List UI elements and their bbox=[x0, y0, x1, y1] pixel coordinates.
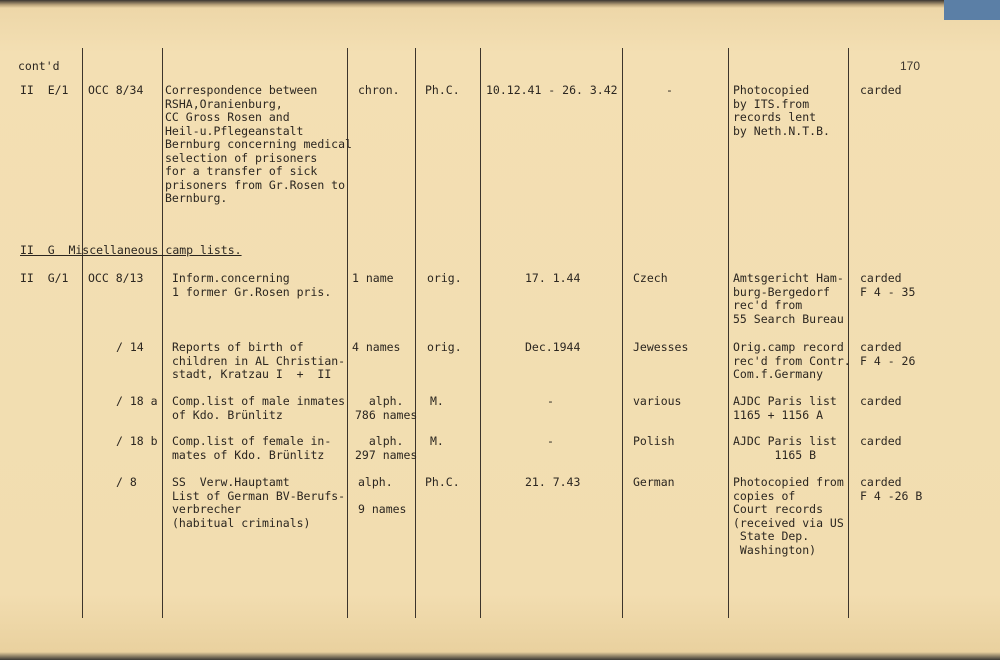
row-source: Orig.camp record rec'd from Contr. Com.f.Germany bbox=[733, 340, 851, 381]
row-carded: carded bbox=[860, 434, 902, 448]
row-description: Reports of birth of children in AL Christian- stadt, Kratzau I + II bbox=[172, 340, 346, 381]
row-nationality: Jewesses bbox=[633, 340, 689, 354]
row-date: 21. 7.43 bbox=[525, 475, 581, 489]
row-date: - bbox=[547, 434, 554, 448]
page-top-edge bbox=[0, 0, 1000, 8]
row-source: Amtsgericht Ham- burg-Bergedorf rec'd from 55 Search Bureau bbox=[733, 271, 844, 326]
column-rule-8 bbox=[848, 48, 849, 618]
column-rule-2 bbox=[162, 48, 163, 618]
row-source: AJDC Paris list 1165 + 1156 A bbox=[733, 394, 837, 422]
section-heading: II G Miscellaneous camp lists. bbox=[20, 243, 242, 257]
row-form: M. bbox=[430, 394, 444, 408]
column-rule-5 bbox=[480, 48, 481, 618]
row-occ: / 18 a bbox=[116, 394, 158, 408]
row-nationality: various bbox=[633, 394, 682, 408]
row-description: Inform.concerning 1 former Gr.Rosen pris. bbox=[172, 271, 332, 299]
row-carded: carded F 4 -26 B bbox=[860, 475, 923, 503]
row-arrangement: alph. 9 names bbox=[358, 475, 407, 516]
row-occ: / 8 bbox=[116, 475, 137, 489]
column-rule-7 bbox=[728, 48, 729, 618]
row-date: Dec.1944 bbox=[525, 340, 581, 354]
row-arrangement: chron. bbox=[358, 83, 400, 97]
contd-label: cont'd bbox=[18, 59, 60, 73]
row-arrangement: alph. 297 names bbox=[355, 434, 418, 462]
row-date: 10.12.41 - 26. 3.42 bbox=[486, 83, 618, 97]
row-carded: carded bbox=[860, 394, 902, 408]
row-class: II G/1 bbox=[20, 271, 69, 285]
page-bottom-edge bbox=[0, 652, 1000, 660]
row-form: Ph.C. bbox=[425, 83, 460, 97]
column-rule-4 bbox=[415, 48, 416, 618]
row-source: AJDC Paris list 1165 B bbox=[733, 434, 837, 462]
row-source: Photocopied by ITS.from records lent by Neth.N.T.B. bbox=[733, 83, 830, 138]
row-arrangement: 1 name bbox=[352, 271, 394, 285]
row-carded: carded F 4 - 26 bbox=[860, 340, 916, 368]
row-description: Comp.list of male inmates of Kdo. Brünlitz bbox=[172, 394, 346, 422]
row-form: Ph.C. bbox=[425, 475, 460, 489]
row-nationality: Polish bbox=[633, 434, 675, 448]
row-date: 17. 1.44 bbox=[525, 271, 581, 285]
row-date: - bbox=[547, 394, 554, 408]
row-carded: carded F 4 - 35 bbox=[860, 271, 916, 299]
binder-edge bbox=[944, 0, 1000, 20]
row-class: II E/1 bbox=[20, 83, 69, 97]
row-form: M. bbox=[430, 434, 444, 448]
row-occ: OCC 8/34 bbox=[88, 83, 144, 97]
row-form: orig. bbox=[427, 271, 462, 285]
page-number: 170 bbox=[900, 59, 921, 73]
row-source: Photocopied from copies of Court records (received via US State Dep. Washington) bbox=[733, 475, 844, 557]
row-nationality: - bbox=[666, 83, 673, 97]
row-occ: / 14 bbox=[116, 340, 144, 354]
row-nationality: Czech bbox=[633, 271, 668, 285]
row-carded: carded bbox=[860, 83, 902, 97]
row-description: Correspondence between RSHA,Oranienburg, CC Gross Rosen and Heil-u.Pflegeanstalt Bernburg concerning medical selection of prisoners for a transfer of sick prisoners from Gr.Rosen to Bernburg. bbox=[165, 83, 352, 205]
row-occ: / 18 b bbox=[116, 434, 158, 448]
row-arrangement: 4 names bbox=[352, 340, 401, 354]
row-description: SS Verw.Hauptamt List of German BV-Berufs- verbrecher (habitual criminals) bbox=[172, 475, 346, 530]
column-rule-6 bbox=[622, 48, 623, 618]
row-description: Comp.list of female in- mates of Kdo. Brünlitz bbox=[172, 434, 332, 462]
column-rule-1 bbox=[82, 48, 83, 618]
row-nationality: German bbox=[633, 475, 675, 489]
row-form: orig. bbox=[427, 340, 462, 354]
row-arrangement: alph. 786 names bbox=[355, 394, 418, 422]
row-occ: OCC 8/13 bbox=[88, 271, 144, 285]
